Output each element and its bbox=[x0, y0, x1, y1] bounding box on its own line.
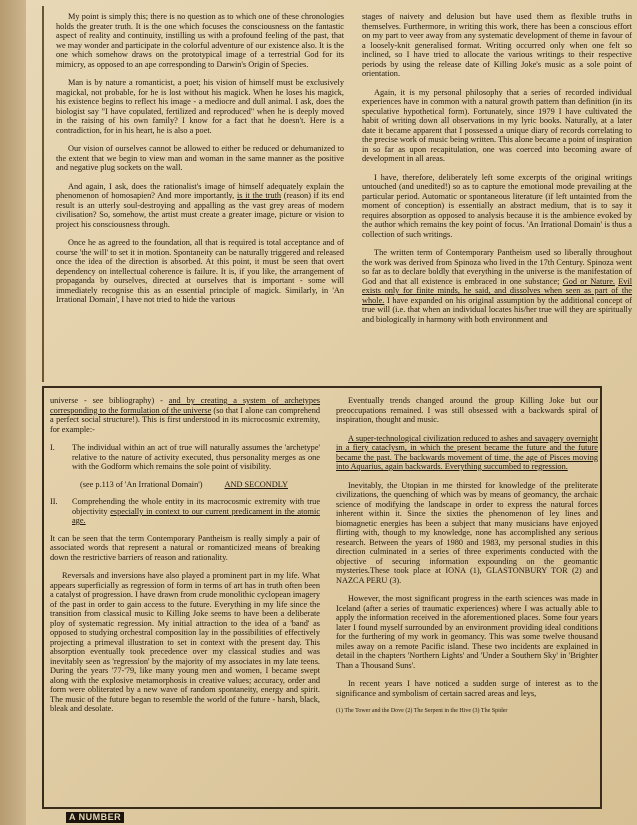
reference-line bbox=[80, 480, 320, 490]
numbered-item bbox=[50, 443, 320, 472]
paragraph: Reversals and inversions have also played a prominent part in my life. What appears superficially as regression of form in terms of art has in truth often been a catalyst of progression. I have drawn from crude monolithic cyclopean imagery of the past in order to gain access to the future. Everything in my life since the transition from classical music to Killing Joke seems to have been a deliberate ploy of systematic regression. My initial attraction to the idea of a 'band' as opposed to studying orchestral composition lay in the possibilities of effectively projecting a primeval illustration to set in context with the present day. This absorption eventually took precedence over my classical studies and was inevitably seen as 'regression' by the majority of my associates in my late teens. During the years '77-'79, like many young men and women, I became swept along with the explosive metamorphosis in creative values; accuracy, order and form were obliterated by a new wave of random spontaneity, energy and spirit. The music of the future began to resemble the world of the future - harsh, black, bleak and desolate. bbox=[50, 571, 320, 713]
top-panel bbox=[42, 6, 634, 382]
item-number: II. bbox=[50, 497, 58, 506]
underlined-text: A super-technological civilization reduced to ashes and savagery overnight in a fiery cataclysm, in which the present became the future and the future became the past. The backwards movement of time, the age of Pisces moving into Aquarius, again backwards. Everything succumbed to regression. bbox=[336, 433, 598, 471]
bottom-right-column bbox=[336, 396, 598, 804]
footnote: (1) The Tower and the Dove (2) The Serpent in the Hive (3) The Spider bbox=[336, 708, 508, 714]
paragraph: Our vision of ourselves cannot be allowed to either be reduced or dehumanized to the extent that we begin to view man and woman in the same manner as the positive and negative plug sockets on the wall. bbox=[56, 144, 344, 172]
paragraph: Again, it is my personal philosophy that a series of recorded individual experiences have in common with a natural growth pattern than definition (in its speculative hypothetical form). Fortunately, since 1979 I have cultivated the habit of writing down all observations in my lyric books. Naturally, at a later date it became apparent that I possessed a unique diary of records correlating to the precise work of music being written. This alone became a point of inspiration in so far as upon recapitulation, one was coerced into becoming aware of development in all areas. bbox=[362, 87, 632, 163]
paragraph: Once he as agreed to the foundation, all that is required is total acceptance and of course 'the will' to set it in motion. Spontaneity can be naturally triggered and released once the idea of the direction is absorbed. At this point, it must be seen that overt dependency on intellectual coherence is failure. It is, if you like, the arrangement of propaganda by ourselves, directed at ourselves that is important - some will immediately recognise this as an essential principle of magick. Similarly, in 'An Irrational Domain', I have not tried to hide the various bbox=[56, 238, 344, 304]
paragraph: Man is by nature a romanticist, a poet; his vision of himself must be exclusively magickal, not probable, for he is lost without his magick. When he loses his magick, his existence begins to reflect his image - a mediocre and dull animal. I ask, does the biologist say "I have copulated, fertilized and reproduced" when he is deeply moved in the raising of his own family? I know for a fact that he doesn't. Here is a contradiction, for in his heart, he is also a poet. bbox=[56, 78, 344, 135]
bottom-panel bbox=[42, 386, 602, 809]
reference-text: (see p.113 of 'An Irrational Domain') bbox=[80, 479, 203, 489]
item-text: The individual within an act of true will naturally assumes the 'archetype' relative to the nature of activity executed, thus personality merges as one with the Godform which remains the sole point of visibility. bbox=[72, 443, 320, 471]
paragraph: stages of naivety and delusion but have used them as flexible truths in themselves. Furthermore, in writing this work, there has been a conscious effort on my part to veer away from any systematic development of theme in favour of a loosely-knit generalised format. Writing occurred only when one felt so inclined, so I have tried to allocate the various writings to their respective periods by using the release date of Killing Joke's music as a sole point of orientation. bbox=[362, 12, 632, 78]
item-number: I. bbox=[50, 443, 55, 452]
text-span: (so that I alone can comprehend a perfect social structure!). This is first understood in its microcosmic extremity, for example:- bbox=[50, 405, 320, 434]
paragraph bbox=[56, 182, 344, 230]
paragraph: It can be seen that the term Contemporary Pantheism is really simply a pair of associated words that represent a natural or romanticized means of breaking down the restrictive barriers of reason and rationality. bbox=[50, 533, 320, 562]
top-left-column bbox=[50, 12, 344, 378]
bottom-left-column bbox=[50, 396, 320, 804]
paragraph: My point is simply this; there is no question as to which one of these chronologies holds the greater truth. It is the one which focuses the consciousness on the fantastic aspect of reality and continuity, instilling us with a profound feeling of the past, that we may wonder and participate in the colorful adventure of our existence also. It is the one which somehow draws on the prototypical image of a terrestrial God for its mimicry, as opposed to an ape corresponding to Darwin's Origin of Species. bbox=[56, 12, 344, 69]
underlined-text: Evil exists only for finite minds, he said, and dissolves when seen as part of the whole. bbox=[362, 276, 632, 305]
numbered-item bbox=[50, 497, 320, 526]
item-text bbox=[72, 497, 320, 526]
top-right-column bbox=[362, 12, 632, 378]
text-span: (reason) if its end result is an utterly soul-destroying and appalling as the vast grey areas of modern civilisation? So, somehow, the artist must create a greater image, picture or vision to project his consciousness through. bbox=[56, 191, 344, 229]
paragraph bbox=[336, 434, 598, 472]
underlined-text: AND SECONDLY bbox=[224, 479, 288, 489]
underlined-text: is it the truth bbox=[236, 191, 282, 200]
paragraph: Eventually trends changed around the group Killing Joke but our preoccupations remained. I was still obsessed with a backwards spiral of inspiration, thought and music. bbox=[336, 396, 598, 424]
text-span: I have expanded on his original assumption by the additional concept of true will (i.e. that when an individual locates his/her true will they are spiritually and biologically in harmony with both environment and bbox=[362, 295, 632, 324]
text-span: Comprehending the whole entity in its macrocosmic extremity with true objectivity bbox=[72, 497, 320, 516]
text-span: The written term of Contemporary Pantheism used so liberally throughout the work was derived from Spinoza who lived in the 17th Century. Spinoza went so far as to declare boldly that everything in the universe is the manifestation of God and that all existence is embraced in one substance; bbox=[362, 248, 632, 286]
text-span: universe - see bibliography) - bbox=[50, 396, 169, 405]
text-span: And again, I ask, does the rationalist's image of himself adequately explain the phenomenon of homosapien? And more importantly, bbox=[56, 181, 344, 200]
paragraph bbox=[362, 248, 632, 324]
paragraph: However, the most significant progress in the earth sciences was made in Iceland (after a series of traumatic experiences) where I was actually able to apply the information received in the aforementioned places. Some four years later I found myself surrounded by an environment providing ideal conditions for the furthering of my work in geomancy. This was some twelve thousand miles away on a remote Pacific island. These two incidents are explained in detail in the chapters 'Northern Lights' and 'Under a Southern Sky' in 'Brighter Than a Thousand Suns'. bbox=[336, 594, 598, 670]
paragraph: I have, therefore, deliberately left some excerpts of the original writings untouched (and unedited!) so as to capture the emotional mode prevailing at the particular period. Automatic or spontaneous literature (if left untainted from the moment of conception) is essentially an abstract medium, that is to say it requires absorption as opposed to analysis because it is the ambience evoked by the author which remains the key point of focus. 'An Irrational Domain' is thus a collection of such writings. bbox=[362, 172, 632, 239]
underlined-text: especially in context to our current predicament in the atomic age. bbox=[72, 506, 320, 525]
paragraph: Inevitably, the Utopian in me thirsted for knowledge of the preliterate civilizations, the quenching of which was by means of geomancy, the archaic science of modifying the landscape in order to express the natural forces inherent within it. Since the sixties the phenomenon of ley lines and biomagnetic energies has been a subject that many musicians have enjoyed flirting with, though to my knowledge, none has accomplished any serious research. Between the years of 1980 and 1983, my personal studies in this direction culminated in a series of three experiments conducted with the objective of securing information expounding on the geomantic mysteries.These took place at IONA (1), GLASTONBURY TOR (2) and NAZCA PERU (3). bbox=[336, 480, 598, 585]
number-logo: A NUMBER bbox=[66, 812, 124, 823]
underlined-text: and by creating a system of archetypes corresponding to the formulation of the universe bbox=[50, 396, 320, 415]
page-edge bbox=[0, 0, 26, 825]
underlined-text: God or Nature. bbox=[562, 276, 615, 286]
paragraph: In recent years I have noticed a sudden surge of interest as to the significance and symbolism of certain sacred areas and leys, bbox=[336, 679, 598, 698]
paragraph bbox=[50, 396, 320, 434]
